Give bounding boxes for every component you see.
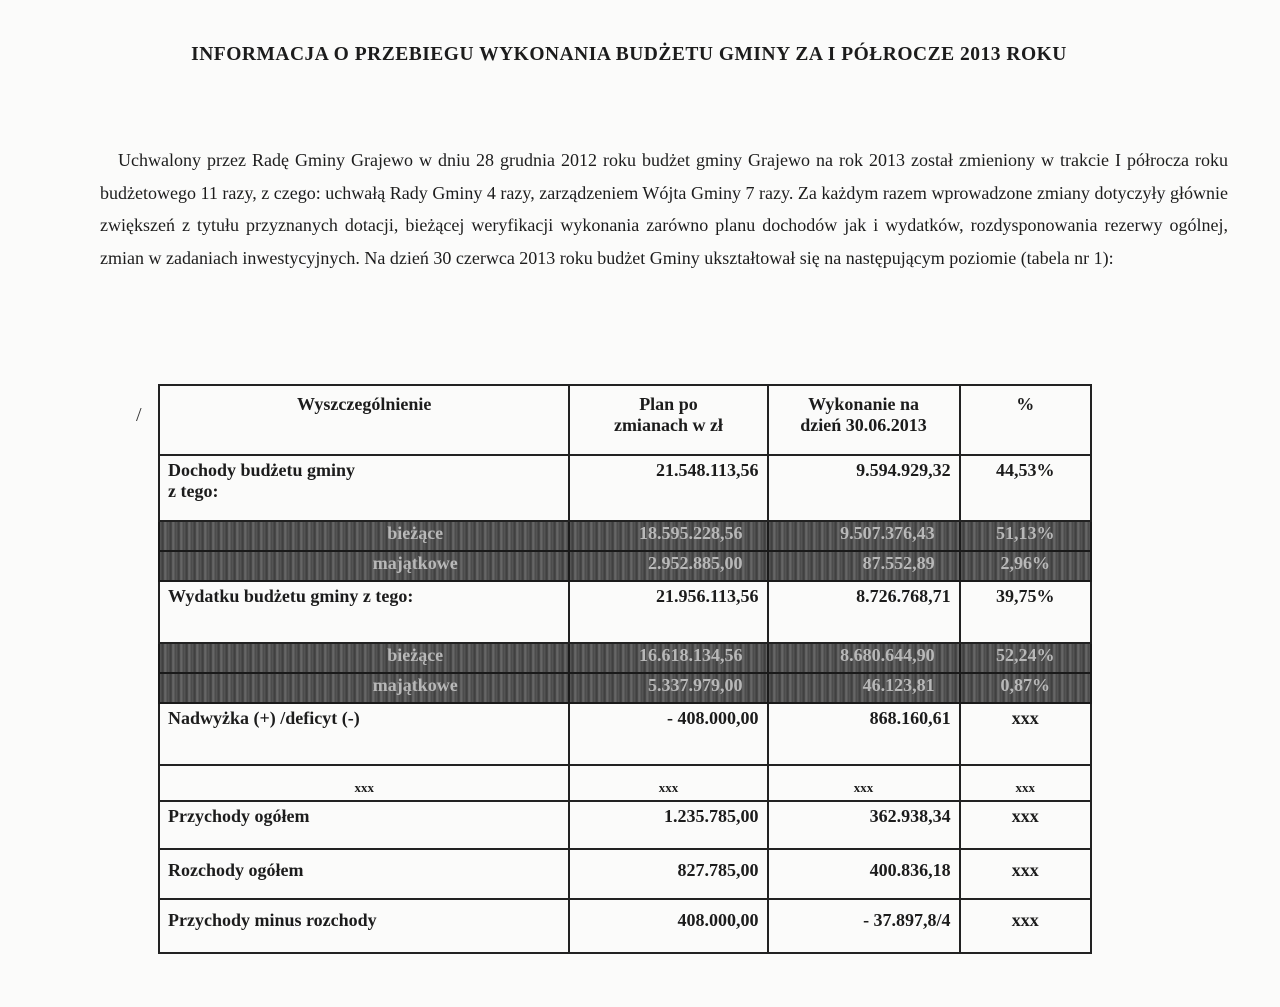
row-wykonanie: 868.160,61 (768, 703, 960, 765)
row-plan: 5.337.979,00 (569, 673, 767, 703)
margin-mark: / (136, 404, 142, 426)
row-percent-text: xxx (1015, 780, 1036, 795)
row-percent (960, 765, 1091, 801)
table-row (159, 899, 1091, 953)
row-label: Wydatku budżetu gminy z tego: (159, 581, 569, 643)
table-row-shaded (159, 521, 1091, 551)
row-plan: 18.595.228,56 (569, 521, 767, 551)
header-plan (569, 385, 767, 455)
row-percent: 51,13% (960, 521, 1091, 551)
row-percent: xxx (960, 899, 1091, 953)
row-wykonanie: 400.836,18 (768, 849, 960, 899)
row-label (159, 765, 569, 801)
row-label: Rozchody ogółem (159, 849, 569, 899)
intro-paragraph (100, 144, 1228, 274)
header-wykonanie (768, 385, 960, 455)
row-wykonanie: 9.507.376,43 (768, 521, 960, 551)
row-percent: 52,24% (960, 643, 1091, 673)
row-percent: 0,87% (960, 673, 1091, 703)
table-row (159, 765, 1091, 801)
row-plan (569, 765, 767, 801)
row-label: majątkowe (159, 673, 569, 703)
table-row (159, 703, 1091, 765)
row-wykonanie: 46.123,81 (768, 673, 960, 703)
document-title: INFORMACJA O PRZEBIEGU WYKONANIA BUDŻETU GMINY ZA I PÓŁROCZE 2013 ROKU (191, 44, 1067, 65)
row-percent: xxx (960, 849, 1091, 899)
table-row-shaded (159, 673, 1091, 703)
row-percent: xxx (960, 703, 1091, 765)
row-wykonanie-text: xxx (853, 780, 874, 795)
budget-table (158, 384, 1092, 954)
table-row-shaded (159, 551, 1091, 581)
row-plan: 21.548.113,56 (569, 455, 767, 521)
row-plan-text: xxx (658, 780, 679, 795)
row-label (159, 455, 569, 521)
row-plan: - 408.000,00 (569, 703, 767, 765)
row-percent: 39,75% (960, 581, 1091, 643)
row-plan: 2.952.885,00 (569, 551, 767, 581)
row-label: majątkowe (159, 551, 569, 581)
row-plan: 21.956.113,56 (569, 581, 767, 643)
row-label: Przychody ogółem (159, 801, 569, 849)
row-wykonanie: - 37.897,8/4 (768, 899, 960, 953)
row-label-text: xxx (354, 780, 374, 795)
row-percent: 44,53% (960, 455, 1091, 521)
header-wyszczegolnienie: Wyszczególnienie (159, 385, 569, 455)
row-wykonanie: 362.938,34 (768, 801, 960, 849)
row-percent: 2,96% (960, 551, 1091, 581)
row-plan: 16.618.134,56 (569, 643, 767, 673)
row-plan: 1.235.785,00 (569, 801, 767, 849)
row-label: Przychody minus rozchody (159, 899, 569, 953)
header-percent: % (960, 385, 1091, 455)
table-row (159, 849, 1091, 899)
header-plan-line1: Plan po (639, 394, 698, 414)
row-wykonanie: 8.680.644,90 (768, 643, 960, 673)
row-plan: 827.785,00 (569, 849, 767, 899)
table-row-shaded (159, 643, 1091, 673)
paragraph-text: Uchwalony przez Radę Gminy Grajewo w dniu 28 grudnia 2012 roku budżet gminy Grajewo na rok 2013 został zmieniony w trakcie I półrocza roku budżetowego 11 razy, z czego: uchwałą Rady Gminy 4 razy, zarządzeniem Wójta Gminy 7 razy. Za każdym razem wprowadzone zmiany dotyczyły głównie zwiększeń z tytułu przyznanych dotacji, bieżącej weryfikacji wykonania zarówno planu dochodów jak i wydatków, rozdysponowania rezerwy ogólnej, zmian w zadaniach inwestycyjnych. Na dzień 30 czerwca 2013 roku budżet Gminy ukształtował się na następującym poziomie (tabela nr 1): (100, 150, 1228, 268)
header-plan-line2: zmianach w zł (613, 415, 723, 435)
table-row (159, 581, 1091, 643)
row-percent: xxx (960, 801, 1091, 849)
row-label-line1: Dochody budżetu gminy (168, 460, 356, 480)
row-wykonanie: 87.552,89 (768, 551, 960, 581)
header-wykonanie-line2: dzień 30.06.2013 (800, 415, 927, 435)
row-label: bieżące (159, 643, 569, 673)
row-wykonanie: 8.726.768,71 (768, 581, 960, 643)
row-plan: 408.000,00 (569, 899, 767, 953)
header-wykonanie-line1: Wykonanie na (808, 394, 919, 414)
table-row (159, 455, 1091, 521)
row-label: bieżące (159, 521, 569, 551)
row-wykonanie: 9.594.929,32 (768, 455, 960, 521)
row-label-line2: z tego: (168, 481, 219, 501)
row-wykonanie (768, 765, 960, 801)
table-header-row (159, 385, 1091, 455)
row-label: Nadwyżka (+) /deficyt (-) (159, 703, 569, 765)
table-row (159, 801, 1091, 849)
